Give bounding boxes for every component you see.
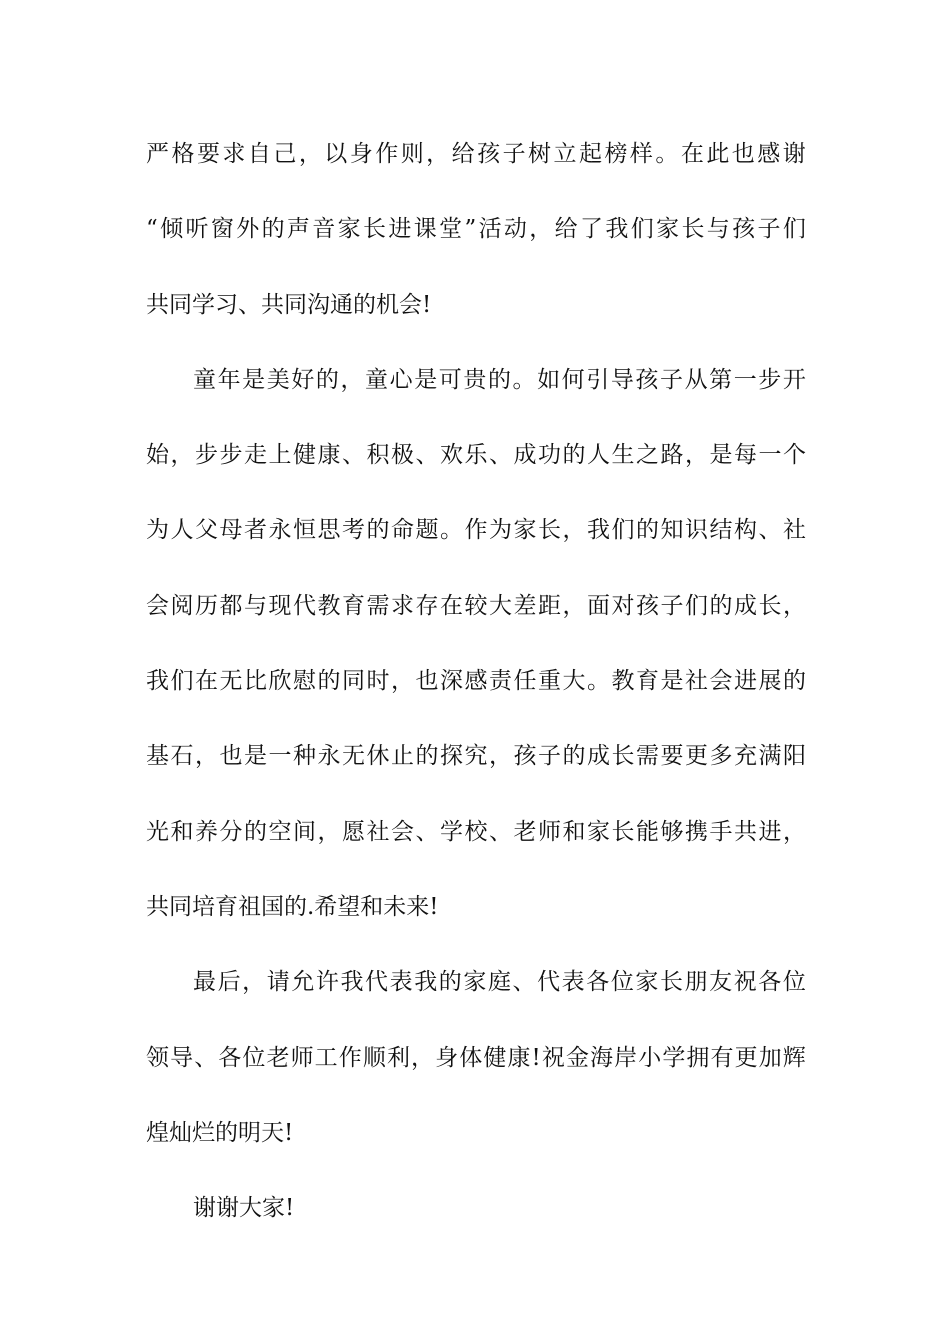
paragraph [146,1186,806,1261]
text-line: 最 后 ， 请 允 许 我 代 表 我 的 家 庭 、 代 表 各 位 家 长 朋 友 祝 各 位 [193,969,806,996]
text-line: 煌灿烂的明天! [146,1119,294,1146]
text-line: 领 导 、 各 位 老 师 工 作 顺 利 ， 身 体 健 康 ! 祝 金 海 岸 小 学 拥 有 更 加 辉 [146,1044,806,1071]
text-line: “ 倾 听 窗 外 的 声 音 家 长 进 课 堂 ” 活 动 ， 给 了 我 们 家 长 与 孩 子 们 [146,216,806,243]
text-line: 始 ， 步 步 走 上 健 康 、 积 极 、 欢 乐 、 成 功 的 人 生 之 路 ， 是 每 一 个 [146,442,806,469]
text-line: 会 阅 历 都 与 现 代 教 育 需 求 存 在 较 大 差 距 ， 面 对 孩 子 们 的 成 长 ， [146,592,806,619]
text-line: 童 年 是 美 好 的 ， 童 心 是 可 贵 的 。 如 何 引 导 孩 子 从 第 一 步 开 [193,366,806,393]
paragraph [146,358,806,960]
body-text [146,132,806,1261]
paragraph [146,132,806,358]
text-line: 为 人 父 母 者 永 恒 思 考 的 命 题 。 作 为 家 长 ， 我 们 的 知 识 结 构 、 社 [146,517,806,544]
text-line: 谢谢大家! [193,1195,295,1222]
text-line: 严 格 要 求 自 己 ， 以 身 作 则 ， 给 孩 子 树 立 起 榜 样 。 在 此 也 感 谢 [146,141,806,167]
text-line: 共同学习、共同沟通的机会! [146,291,432,318]
paragraph [146,960,806,1186]
text-line: 基 石 ， 也 是 一 种 永 无 休 止 的 探 究 ， 孩 子 的 成 长 需 要 更 多 充 满 阳 [146,743,806,770]
text-line: 我 们 在 无 比 欣 慰 的 同 时 ， 也 深 感 责 任 重 大 。 教 育 是 社 会 进 展 的 [146,668,806,695]
text-line: 共同培育祖国的.希望和未来! [146,893,439,920]
text-line: 光 和 养 分 的 空 间 ， 愿 社 会 、 学 校 、 老 师 和 家 长 能 够 携 手 共 进 ， [146,818,806,845]
